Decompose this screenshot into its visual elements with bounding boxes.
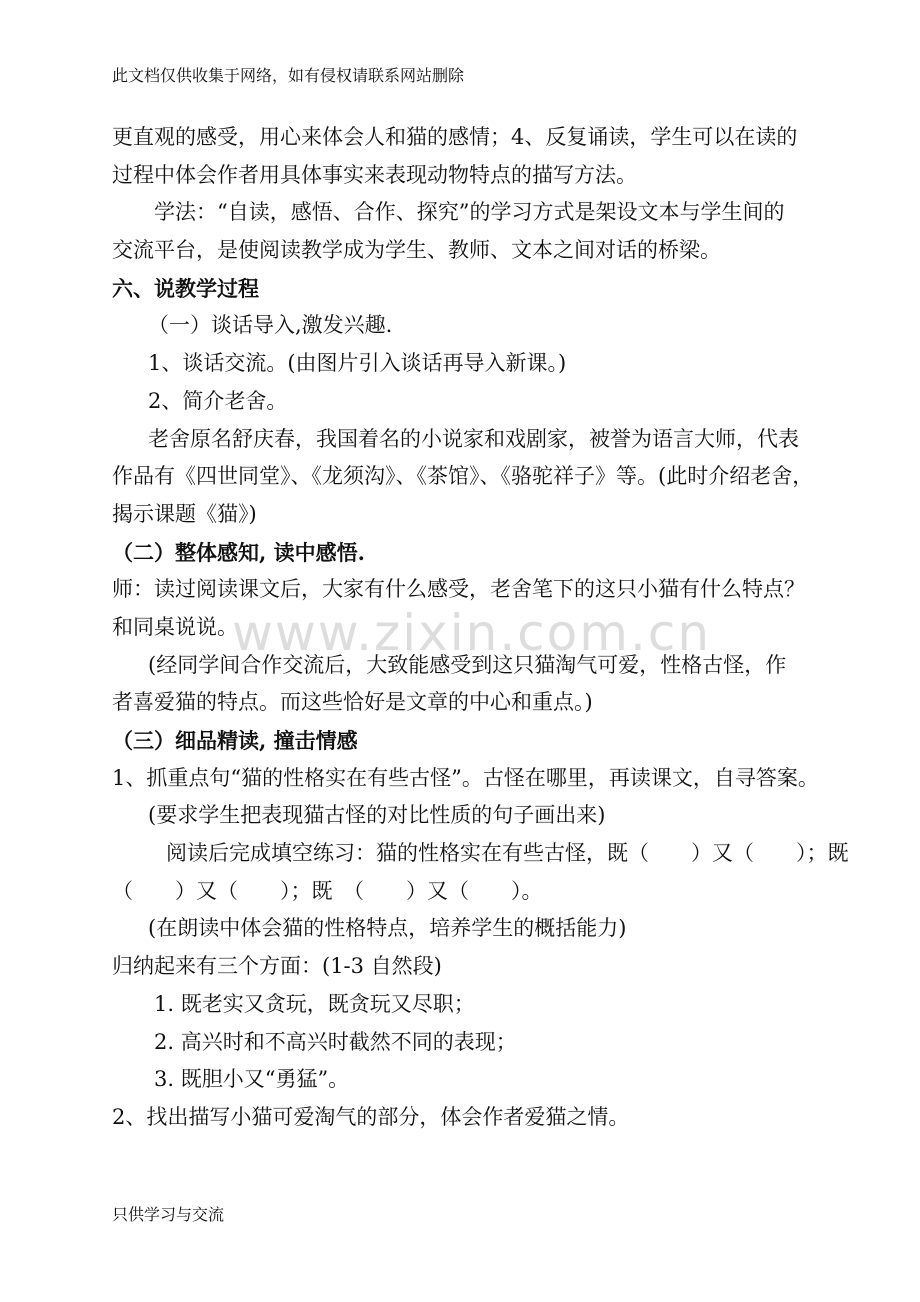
list-item: 1. 既老实又贪玩，既贪玩又尽职； [154, 991, 475, 1016]
subsection-heading: （三）细品精读, 撞击情感 [112, 728, 358, 753]
paragraph-line: （ ）又（ ）；既 （ ）又（ ）。 [112, 878, 543, 903]
paragraph-line: (要求学生把表现猫古怪的对比性质的句子画出来) [148, 803, 606, 828]
list-item: 2. 高兴时和不高兴时截然不同的表现； [154, 1029, 517, 1054]
document-body [112, 119, 849, 1137]
list-item: 3. 既胆小又“勇猛”。 [154, 1067, 350, 1092]
paragraph-line: 者喜爱猫的特点。而这些恰好是文章的中心和重点。) [112, 690, 593, 715]
paragraph-line: 揭示课题《猫》) [112, 501, 257, 526]
paragraph-line: 学法：“自读，感悟、合作、探究”的学习方式是架设文本与学生间的 [154, 200, 785, 225]
page-footer: 只供学习与交流 [112, 1205, 225, 1224]
subsection-heading: （二）整体感知, 读中感悟. [112, 539, 365, 565]
paragraph-line: 过程中体会作者用具体事实来表现动物特点的描写方法。 [112, 162, 637, 187]
paragraph-line: 归纳起来有三个方面：(1-3 自然段) [112, 954, 442, 979]
page-header: 此文档仅供收集于网络，如有侵权请联系网站删除 [112, 66, 465, 85]
paragraph-line: 阅读后完成填空练习：猫的性格实在有些古怪，既（ ）又（ ）；既 [166, 841, 849, 866]
paragraph-line: 师：读过阅读课文后，大家有什么感受，老舍笔下的这只小猫有什么特点？ [112, 577, 805, 602]
section-heading: 六、说教学过程 [112, 275, 259, 301]
paragraph-line: 和同桌说说。 [112, 614, 238, 639]
paragraph-line: 更直观的感受，用心来体会人和猫的感情；4、反复诵读，学生可以在读的 [112, 125, 798, 149]
paragraph-line: 老舍原名舒庆春，我国着名的小说家和戏剧家，被誉为语言大师，代表 [148, 426, 799, 451]
paragraph-line: 交流平台，是使阅读教学成为学生、教师、文本之间对话的桥梁。 [112, 238, 721, 263]
list-item: 2、简介老舍。 [148, 388, 288, 413]
paragraph-line: (经同学间合作交流后，大致能感受到这只猫淘气可爱，性格古怪，作 [148, 652, 787, 677]
list-item: 1、谈话交流。(由图片引入谈话再导入新课。) [148, 351, 567, 376]
subsection-heading: （一）谈话导入,激发兴趣. [148, 313, 393, 338]
paragraph-line: 作品有《四世同堂》、《龙须沟》、《茶馆》、《骆驼祥子》等。(此时介绍老舍， [112, 464, 814, 489]
list-item: 2、找出描写小猫可爱淘气的部分，体会作者爱猫之情。 [112, 1104, 630, 1129]
paragraph-line: (在朗读中体会猫的性格特点，培养学生的概括能力) [148, 916, 627, 941]
watermark: www.zixin.com.cn [232, 604, 712, 662]
list-item: 1、抓重点句“猫的性格实在有些古怪”。古怪在哪里，再读课文，自寻答案。 [112, 765, 819, 790]
